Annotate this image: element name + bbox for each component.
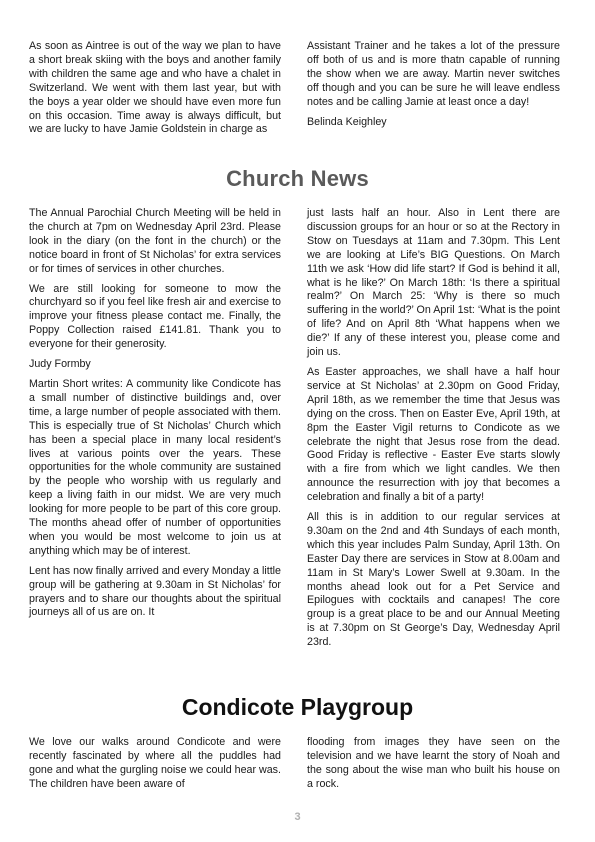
church-news-right-column xyxy=(307,207,560,656)
playgroup-left-column xyxy=(29,736,281,798)
page-number: 3 xyxy=(294,811,301,823)
paragraph: We are still looking for someone to mow the churchyard so if you feel like fresh air and exercise to improve your fitness please contact me. Finally, the Poppy Collection raised £141.81. Thank you to everyone for their generosity. xyxy=(29,282,281,351)
church-news-heading: Church News xyxy=(226,166,369,191)
paragraph: The Annual Parochial Church Meeting will be held in the church at 7pm on Wednesday April 23rd. Please look in the diary (on the font in the church) or the notice board in front of St Nicholas’ for extra services or for times of services in other churches. xyxy=(29,207,281,275)
author-signature: Judy Formby xyxy=(29,358,91,371)
paragraph: Lent has now finally arrived and every Monday a little group will be gathering at 9.30am in St Nicholas’ for prayers and to share our thoughts about the spiritual journeys all of us are on. It xyxy=(29,564,281,619)
church-news-left-column xyxy=(29,207,281,626)
paragraph: flooding from images they have seen on the television and we have learnt the story of Noah and the song about the wise man who built his house on a rock. xyxy=(307,736,560,790)
playgroup-heading: Condicote Playgroup xyxy=(181,694,414,720)
paragraph: We love our walks around Condicote and were recently fascinated by where all the puddles had gone and what the gurgling noise we could hear was. The children have been aware of xyxy=(29,736,281,790)
paragraph: Martin Short writes: A community like Condicote has a small number of distinctive buildings and, over time, a large number of people associated with them. This is especially true of St Nicholas’ Church which has been a special place in many local resident’s lives at various points over the years. These opportunities for the whole community are sustained by the people who worship with us regularly and keep a living faith in our midst. We are very much looking for more people to be part of this core group. The months ahead offer of number of opportunities when you would be most welcome to join us at anything which may be of interest. xyxy=(29,377,281,557)
paragraph: Assistant Trainer and he takes a lot of the pressure off both of us and is more thatn capable of running the show when we are away. Martin never switches off though and you can be sure he will leave endless notes and be calling Jamie at least once a day! xyxy=(307,40,560,108)
author-signature: Belinda Keighley xyxy=(307,115,387,128)
paragraph: All this is in addition to our regular services at 9.30am on the 2nd and 4th Sundays of each month, which this year includes Palm Sunday, April 13th. On Easter Day there are services in Stow at 8.00am and 11am in St Mary’s Lower Swell at 9.30am. In the months ahead look out for a Pet Service and Epilogues with cocktails and canapes! The core group is a great place to be and our Annual Meeting is at 7.30pm on St George’s Day, Wednesday April 23rd. xyxy=(307,511,560,649)
playgroup-right-column xyxy=(307,736,560,798)
paragraph: As Easter approaches, we shall have a half hour service at St Nicholas’ at 2.30pm on Good Friday, April 18th, as we remember the time that Jesus was dying on the cross. Then on Easter Eve, April 19th, at 8pm the Easter Vigil returns to Condicote as we celebrate the night that Jesus rose from the dead. Good Friday is reflective - Easter Eve starts slowly with a fire from which we light candles. We then announce the resurrection with joy that becomes a celebration and finally a bit of a party! xyxy=(307,365,560,504)
paragraph: As soon as Aintree is out of the way we plan to have a short break skiing with the boys and another family with children the same age and who have a chalet in Switzerland. We went with them last year, but with the boys a year older we should have even more fun on this occasion. Time away is always difficult, but we are lucky to have Jamie Goldstein in charge as xyxy=(29,40,281,136)
intro-left-column xyxy=(29,40,281,143)
paragraph: just lasts half an hour. Also in Lent there are discussion groups for an hour or so at the Rectory in Stow on Tuesdays at 11am and 7.30pm. This Lent we are looking at Life’s BIG Questions. On March 11th we ask ‘How did life start? If God is behind it all, what is he like?’ On March 18th: ‘Is there a spiritual realm?’ On March 25: ‘Why is there so much suffering in the world?’ On April 1st: ‘What is the point of life? And on April 8th ‘What happens when we die?’ If any of these interest you, please come and join us. xyxy=(307,207,560,359)
intro-right-column xyxy=(307,40,560,135)
